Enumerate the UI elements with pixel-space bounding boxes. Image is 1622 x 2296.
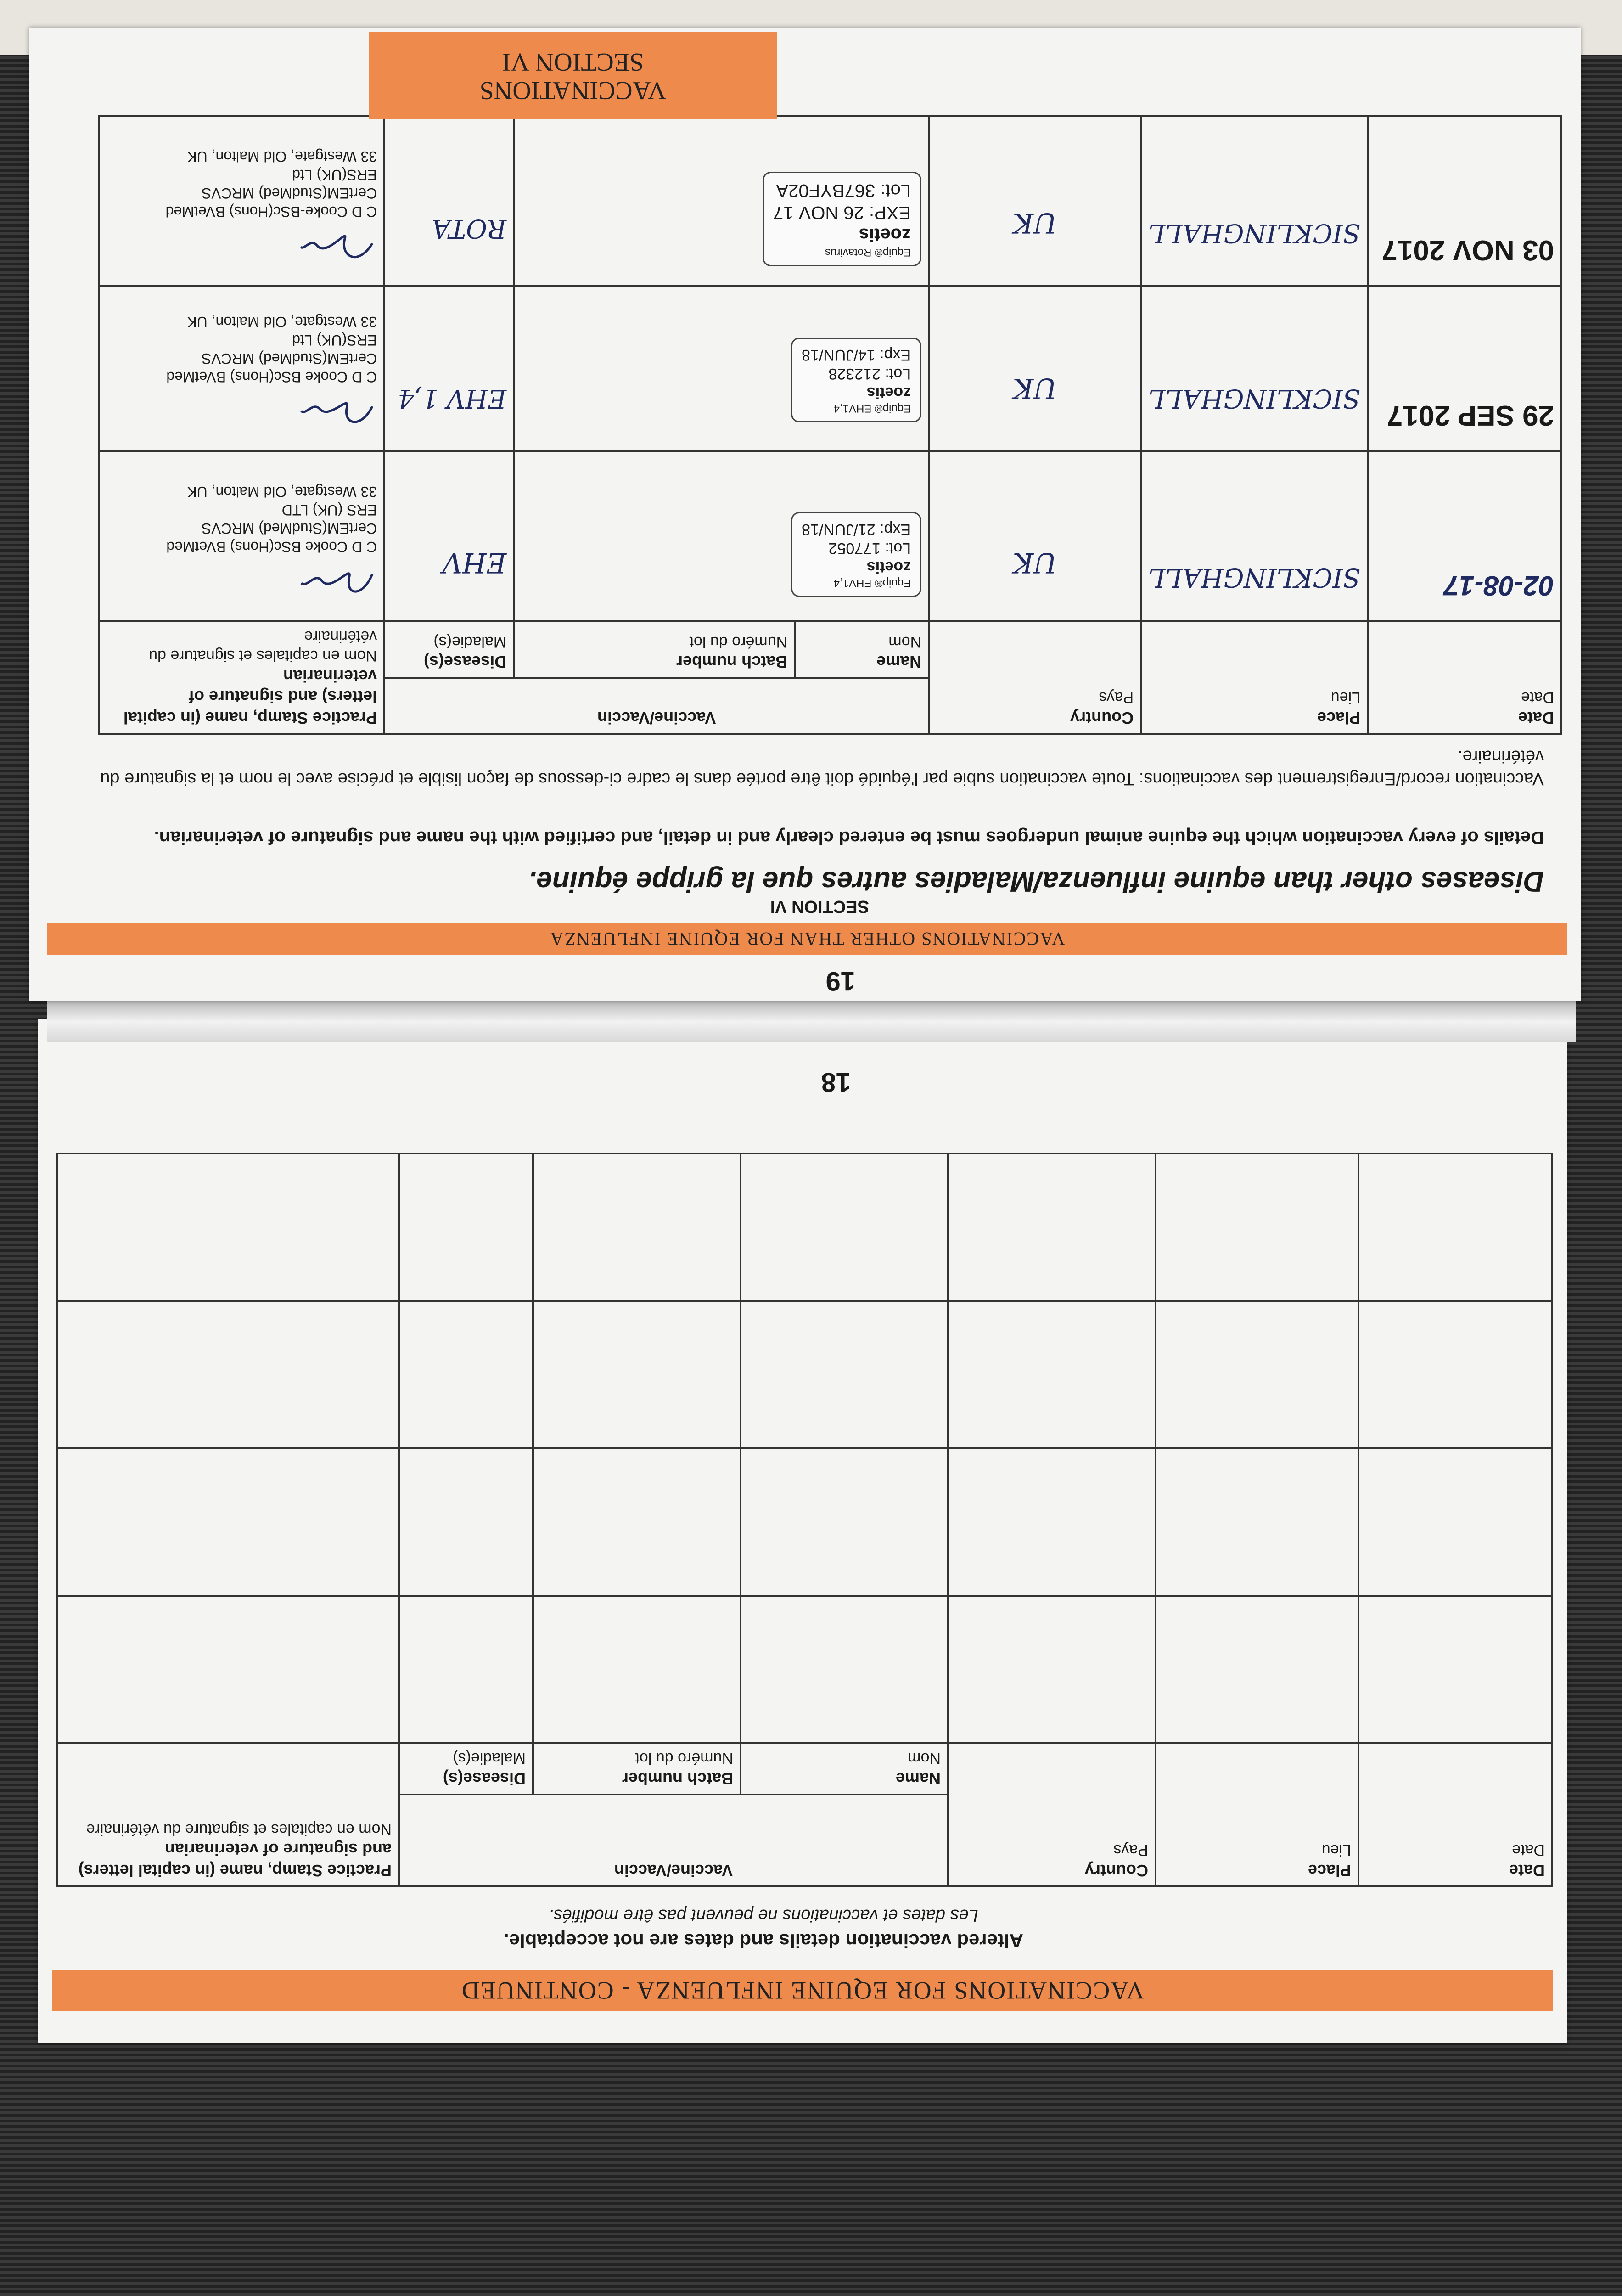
table-row xyxy=(57,1154,1552,1301)
row1-date: 02-08-17 xyxy=(1368,451,1561,621)
section-vi-box xyxy=(369,32,777,119)
row1-stamp: C D Cooke BSc(Hons) BVetMed CertEM(StudMed) MRCVS ERS (UK) LTD 33 Westgate, Old Malton, UK xyxy=(99,451,384,621)
col-country-header: Country Pays xyxy=(948,1743,1156,1886)
table-row xyxy=(99,116,1561,286)
row1-vaccine-label xyxy=(514,451,929,621)
page19-orange-bar: VACCINATIONS OTHER THAN FOR EQUINE INFLUENZA xyxy=(47,923,1567,955)
page-number-19: 19 xyxy=(825,966,855,996)
vaccination-table xyxy=(98,115,1562,735)
row2-date: 29 SEP 2017 xyxy=(1368,286,1561,451)
vaccine-label-sticker: Equip® EHV1,4 zoetis Lot: 177052 Exp: 21/JUN/18 xyxy=(791,512,921,597)
row1-disease: EHV xyxy=(384,451,514,621)
col-batch-header: Batch number Numéro du lot xyxy=(514,621,795,678)
instructions-en: Details of every vaccination which the equine animal undergoes must be entered clearly and in detail, and certified with the name and signature of veterinarian. xyxy=(154,827,1544,848)
row1-country: UK xyxy=(929,451,1141,621)
col-name-header: Name Nom xyxy=(741,1743,948,1795)
col-stamp-header: Practice Stamp, name (in capital letters) and signature of veterinarian Nom en capitales et signature du vétérinaire xyxy=(57,1743,399,1886)
section-box-subtitle: SECTION VI xyxy=(502,48,644,76)
page19-title: Diseases other than equine influenza/Maladies autres que la grippe équine. xyxy=(528,866,1544,897)
table-row xyxy=(57,1596,1552,1743)
row2-vaccine-label xyxy=(514,286,929,451)
signature-mark xyxy=(299,561,377,602)
col-name-header: Name Nom xyxy=(795,621,929,678)
table-row xyxy=(57,1301,1552,1448)
table-row xyxy=(57,1448,1552,1596)
table-row xyxy=(99,286,1561,451)
page-18 xyxy=(38,1019,1567,2043)
row2-place: SICKLINGHALL xyxy=(1141,286,1368,451)
col-batch-header: Batch number Numéro du lot xyxy=(533,1743,741,1795)
row3-stamp: C D Cooke-BSc(Hons) BVetMed CertEM(StudMed) MRCVS ERS(UK) Ltd 33 Westgate, Old Malton, UK xyxy=(99,116,384,286)
row3-place: SICKLINGHALL xyxy=(1141,116,1368,286)
row3-country: UK xyxy=(929,116,1141,286)
page18-orange-bar: VACCINATIONS FOR EQUINE INFLUENZA - CONTINUED xyxy=(52,1970,1553,2011)
row1-place: SICKLINGHALL xyxy=(1141,451,1368,621)
row3-date: 03 NOV 2017 xyxy=(1368,116,1561,286)
vaccine-label-sticker: Equip® Rotavirus zoetis EXP: 26 NOV 17 Lot: 367BYF02A xyxy=(763,172,921,267)
col-vaccine-header: Vaccine/Vaccin xyxy=(384,678,929,734)
col-disease-header: Disease(s) Maladie(s) xyxy=(384,621,514,678)
col-vaccine-header: Vaccine/Vaccin xyxy=(399,1795,948,1886)
row2-disease: EHV 1,4 xyxy=(384,286,514,451)
page-19 xyxy=(29,28,1581,1001)
col-country-header: Country Pays xyxy=(929,621,1141,734)
section-box-title: VACCINATIONS xyxy=(479,76,667,105)
col-disease-header: Disease(s) Maladie(s) xyxy=(399,1743,533,1795)
binding-gutter xyxy=(47,1001,1576,1042)
row3-disease: ROTA xyxy=(384,116,514,286)
signature-mark xyxy=(299,391,377,432)
altered-note-en: Altered vaccination details and dates are not acceptable. xyxy=(503,1930,1024,1952)
influenza-table xyxy=(56,1153,1553,1887)
col-place-header: Place Lieu xyxy=(1141,621,1368,734)
col-place-header: Place Lieu xyxy=(1156,1743,1358,1886)
altered-note-fr: Les dates et vaccinations ne peuvent pas être modifiés. xyxy=(549,1906,978,1925)
row2-stamp: C D Cooke BSc(Hons) BVetMed CertEM(StudMed) MRCVS ERS(UK) Ltd 33 Westgate, Old Malton, UK xyxy=(99,286,384,451)
table-row xyxy=(99,451,1561,621)
signature-mark xyxy=(299,225,377,267)
col-date-header: Date Date xyxy=(1368,621,1561,734)
section-label: SECTION VI xyxy=(770,897,869,916)
row2-country: UK xyxy=(929,286,1141,451)
row3-vaccine-label xyxy=(514,116,929,286)
col-date-header: Date Date xyxy=(1358,1743,1552,1886)
page-number-18: 18 xyxy=(821,1067,851,1097)
instructions-fr: Vaccination record/Enregistrement des vaccinations: Toute vaccination subie par l'équidé doit être portée dans le cadre ci-dessous de façon lisible et précise avec le nom et la signature du vétérinaire. xyxy=(100,746,1544,788)
col-stamp-header: Practice Stamp, name (in capital letters) and signature of veterinarian Nom en capitales et signature du vétérinaire xyxy=(99,621,384,734)
vaccine-label-sticker: Equip® EHV1,4 zoetis Lot: 212328 Exp: 14/JUN/18 xyxy=(791,338,921,422)
